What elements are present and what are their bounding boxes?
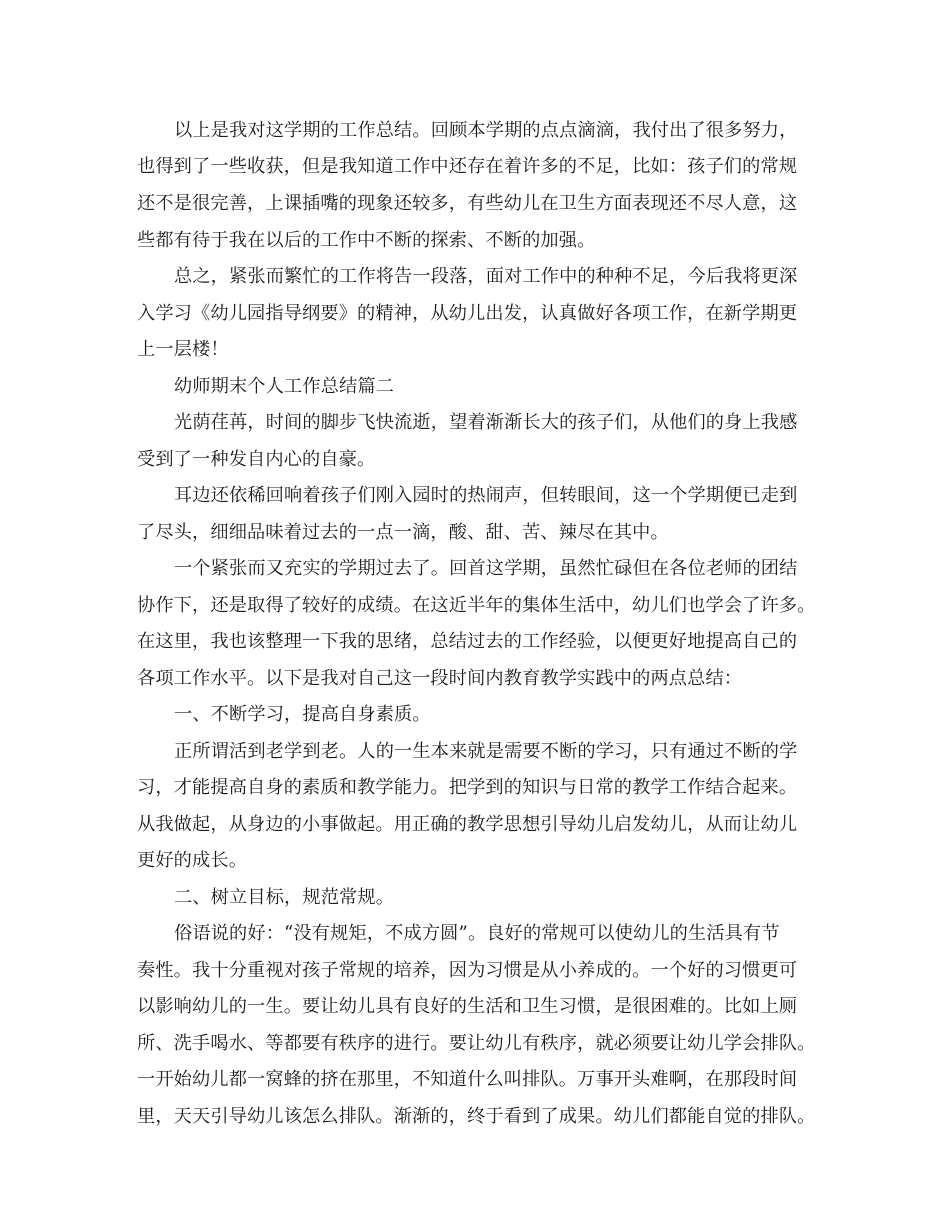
paragraph-line: 光荫荏苒，时间的脚步飞快流逝，望着渐渐长大的孩子们，从他们的身上我感 <box>174 412 798 433</box>
paragraph-line: 些都有待于我在以后的工作中不断的探索、不断的加强。 <box>137 230 596 251</box>
paragraph-line: 一开始幼儿都一窝蜂的挤在那里，不知道什么叫排队。万事开头难啊，在那段时间 <box>137 1069 798 1090</box>
paragraph-line: 从我做起，从身边的小事做起。用正确的教学思想引导幼儿启发幼儿，从而让幼儿 <box>137 814 798 835</box>
paragraph-line: 受到了一种发自内心的自豪。 <box>137 449 376 470</box>
subheading: 二、树立目标，规范常规。 <box>174 887 395 908</box>
paragraph-line: 俗语说的好：“没有规矩，不成方圆”。良好的常规可以使幼儿的生活具有节 <box>174 923 780 944</box>
paragraph-line: 以影响幼儿的一生。要让幼儿具有良好的生活和卫生习惯，是很困难的。比如上厕 <box>137 996 798 1017</box>
paragraph-line: 总之，紧张而繁忙的工作将告一段落，面对工作中的种种不足，今后我将更深 <box>174 266 798 287</box>
paragraph-line: 奏性。我十分重视对孩子常规的培养，因为习惯是从小养成的。一个好的习惯更可 <box>137 960 798 981</box>
paragraph-line: 正所谓活到老学到老。人的一生本来就是需要不断的学习，只有通过不断的学 <box>174 741 798 762</box>
paragraph-line: 一个紧张而又充实的学期过去了。回首这学期，虽然忙碌但在各位老师的团结 <box>174 558 798 579</box>
paragraph-line: 所、洗手喝水、等都要有秩序的进行。要让幼儿有秩序，就必须要让幼儿学会排队。 <box>137 1033 816 1054</box>
paragraph-line: 在这里，我也该整理一下我的思绪，总结过去的工作经验，以便更好地提高自己的 <box>137 631 798 652</box>
paragraph-line: 还不是很完善，上课插嘴的现象还较多，有些幼儿在卫生方面表现还不尽人意，这 <box>137 193 798 214</box>
paragraph-line: 也得到了一些收获，但是我知道工作中还存在着许多的不足，比如：孩子们的常规 <box>137 156 798 177</box>
paragraph-line: 了尽头，细细品味着过去的一点一滴，酸、甜、苦、辣尽在其中。 <box>137 522 669 543</box>
paragraph-line: 各项工作水平。以下是我对自己这一段时间内教育教学实践中的两点总结： <box>137 668 743 689</box>
paragraph-line: 协作下，还是取得了较好的成绩。在这近半年的集体生活中，幼儿们也学会了许多。 <box>137 595 816 616</box>
section-heading: 幼师期末个人工作总结篇二 <box>174 376 395 397</box>
paragraph-line: 里，天天引导幼儿该怎么排队。渐渐的，终于看到了成果。幼儿们都能自觉的排队。 <box>137 1106 816 1127</box>
paragraph-line: 耳边还依稀回响着孩子们刚入园时的热闹声，但转眼间，这一个学期便已走到 <box>174 485 798 506</box>
paragraph-line: 上一层楼！ <box>137 339 229 360</box>
paragraph-line: 入学习《幼儿园指导纲要》的精神，从幼儿出发，认真做好各项工作，在新学期更 <box>137 303 798 324</box>
paragraph-line: 以上是我对这学期的工作总结。回顾本学期的点点滴滴，我付出了很多努力， <box>174 120 798 141</box>
subheading: 一、不断学习，提高自身素质。 <box>174 704 431 725</box>
paragraph-line: 更好的成长。 <box>137 850 248 871</box>
paragraph-line: 习，才能提高自身的素质和教学能力。把学到的知识与日常的教学工作结合起来。 <box>137 777 798 798</box>
